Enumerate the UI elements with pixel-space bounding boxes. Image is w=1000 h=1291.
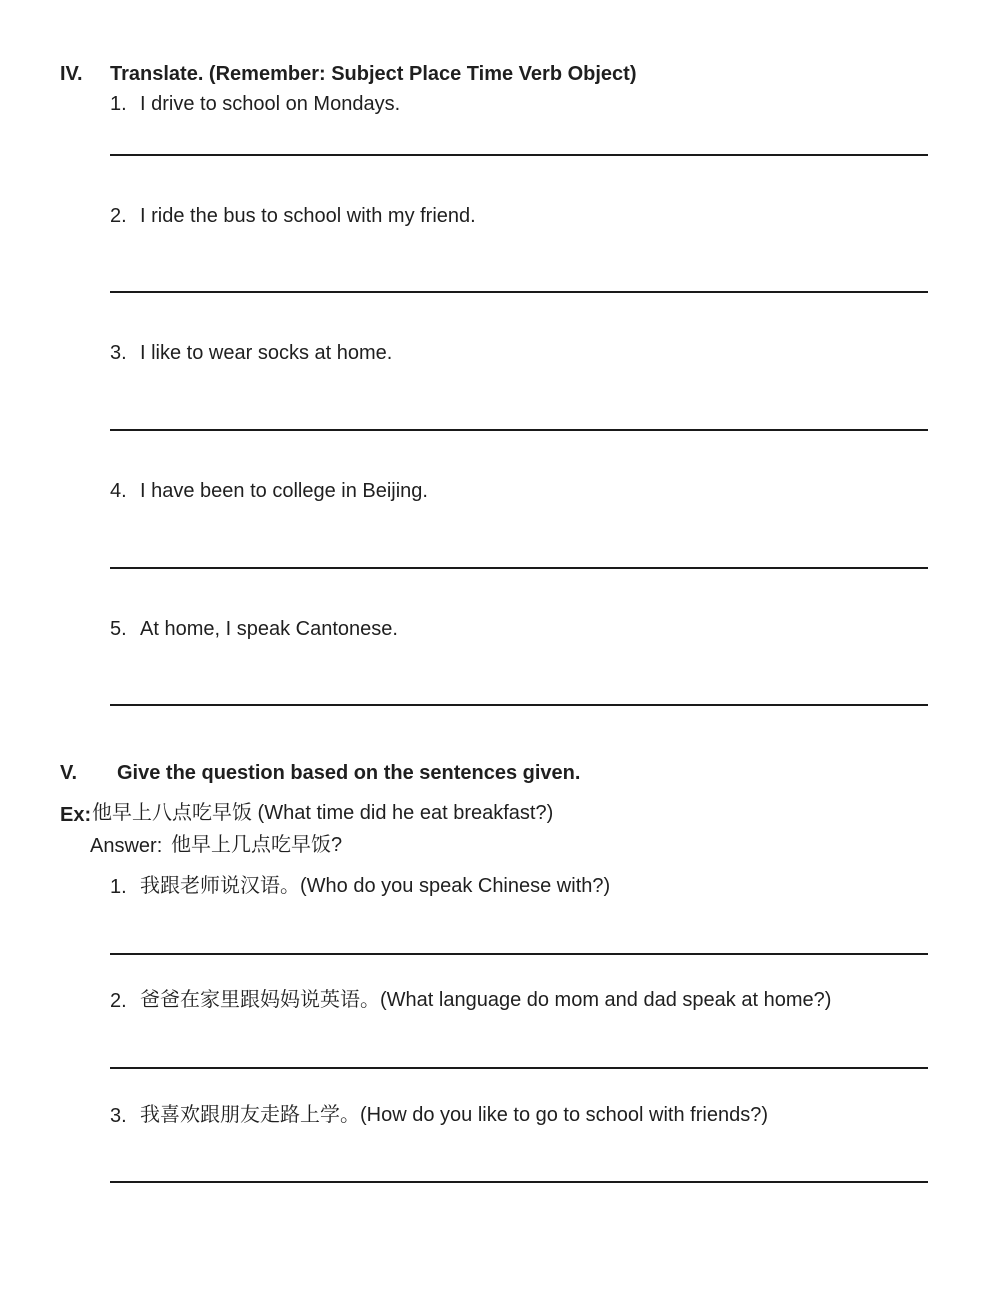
answer-line-v-1[interactable] [110,953,928,955]
question-iv-2-number: 2. [110,205,127,227]
answer-line-iv-4[interactable] [110,567,928,569]
question-iv-4-number: 4. [110,480,127,502]
answer-line-iv-3[interactable] [110,429,928,431]
answer-line-v-2[interactable] [110,1067,928,1069]
example-answer-text: 他早上几点吃早饭? [171,834,343,856]
question-iv-1-number: 1. [110,93,127,115]
question-iv-4-text: I have been to college in Beijing. [140,480,428,502]
example-answer-label: Answer: [90,835,163,857]
section-v-numeral: V. [60,762,78,784]
answer-line-iv-2[interactable] [110,291,928,293]
question-v-1-number: 1. [110,876,127,898]
section-iv-heading: Translate. (Remember: Subject Place Time Verb Object) [110,63,637,85]
question-v-2-text: 爸爸在家里跟妈妈说英语。(What language do mom and dad speak at home?) [140,989,832,1011]
question-v-3-text: 我喜欢跟朋友走路上学。(How do you like to go to school with friends?) [140,1104,768,1126]
example-label: Ex: [60,804,92,826]
question-iv-1-text: I drive to school on Mondays. [140,93,401,115]
answer-line-v-3[interactable] [110,1181,928,1183]
example-text: 他早上八点吃早饭 (What time did he eat breakfast?) [92,802,554,824]
question-v-3-number: 3. [110,1105,127,1127]
question-v-1-text: 我跟老师说汉语。(Who do you speak Chinese with?) [140,875,611,897]
question-iv-5-number: 5. [110,618,127,640]
question-iv-3-number: 3. [110,342,127,364]
answer-line-iv-1[interactable] [110,154,928,156]
question-v-2-number: 2. [110,990,127,1012]
section-iv-numeral: IV. [60,63,83,85]
question-iv-5-text: At home, I speak Cantonese. [140,618,398,640]
answer-line-iv-5[interactable] [110,704,928,706]
question-iv-3-text: I like to wear socks at home. [140,342,393,364]
question-iv-2-text: I ride the bus to school with my friend. [140,205,476,227]
section-v-heading: Give the question based on the sentences given. [117,762,581,784]
